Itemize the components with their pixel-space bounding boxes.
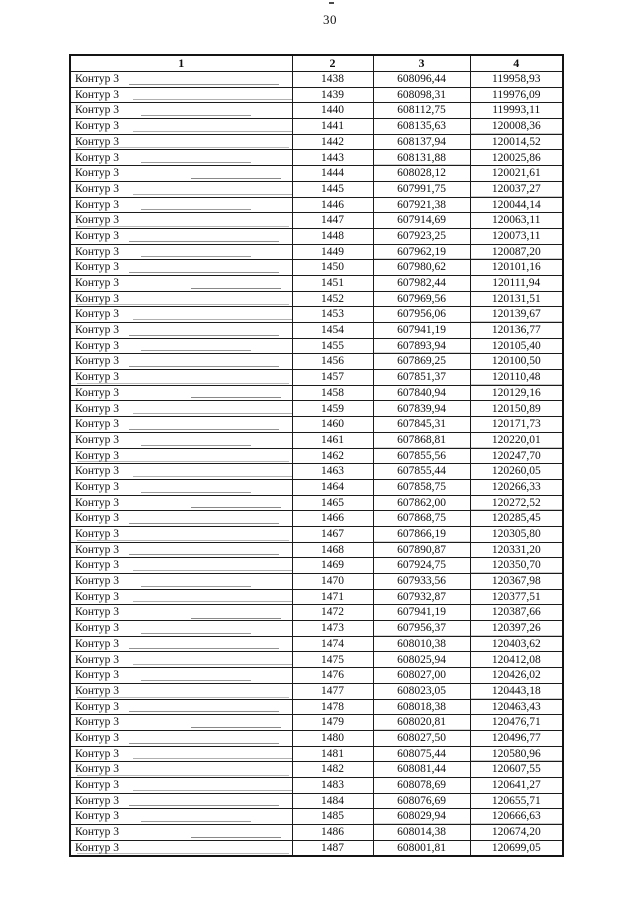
coordinate-y: 120044,14 xyxy=(470,197,563,213)
table-row xyxy=(70,401,563,417)
point-number: 1462 xyxy=(292,448,373,464)
column-header-1: 1 xyxy=(70,55,292,72)
table-row xyxy=(70,307,563,323)
table-row xyxy=(70,181,563,197)
point-number: 1471 xyxy=(292,589,373,605)
table-row xyxy=(70,825,563,841)
table-body xyxy=(70,72,563,857)
table-row xyxy=(70,558,563,574)
contour-label: Контур 3 xyxy=(70,401,292,417)
point-number: 1451 xyxy=(292,275,373,291)
coordinate-x: 608098,31 xyxy=(373,87,470,103)
coordinate-x: 607855,56 xyxy=(373,448,470,464)
coordinate-x: 608029,94 xyxy=(373,809,470,825)
point-number: 1457 xyxy=(292,370,373,386)
table-row xyxy=(70,72,563,88)
coordinate-y: 120100,50 xyxy=(470,354,563,370)
coordinate-y: 120641,27 xyxy=(470,777,563,793)
point-number: 1458 xyxy=(292,385,373,401)
coordinate-x: 607858,75 xyxy=(373,479,470,495)
coordinate-x: 608112,75 xyxy=(373,103,470,119)
table-row xyxy=(70,119,563,135)
contour-label: Контур 3 xyxy=(70,197,292,213)
point-number: 1467 xyxy=(292,526,373,542)
coordinate-x: 608014,38 xyxy=(373,825,470,841)
coordinate-y: 120014,52 xyxy=(470,134,563,150)
coordinate-x: 607921,38 xyxy=(373,197,470,213)
table-row xyxy=(70,589,563,605)
contour-label: Контур 3 xyxy=(70,495,292,511)
contour-label: Контур 3 xyxy=(70,605,292,621)
point-number: 1440 xyxy=(292,103,373,119)
coordinate-x: 608001,81 xyxy=(373,840,470,856)
coordinate-x: 607866,19 xyxy=(373,526,470,542)
table-row xyxy=(70,793,563,809)
table-row xyxy=(70,746,563,762)
coordinate-x: 608131,88 xyxy=(373,150,470,166)
coordinate-y: 120272,52 xyxy=(470,495,563,511)
table-row xyxy=(70,652,563,668)
coordinate-x: 608137,94 xyxy=(373,134,470,150)
contour-label: Контур 3 xyxy=(70,574,292,590)
contour-label: Контур 3 xyxy=(70,448,292,464)
contour-label: Контур 3 xyxy=(70,793,292,809)
coordinate-x: 607890,87 xyxy=(373,542,470,558)
point-number: 1454 xyxy=(292,323,373,339)
point-number: 1450 xyxy=(292,260,373,276)
point-number: 1487 xyxy=(292,840,373,856)
point-number: 1441 xyxy=(292,119,373,135)
coordinate-y: 120220,01 xyxy=(470,432,563,448)
contour-label: Контур 3 xyxy=(70,683,292,699)
point-number: 1453 xyxy=(292,307,373,323)
coordinate-x: 608075,44 xyxy=(373,746,470,762)
table-row xyxy=(70,809,563,825)
contour-label: Контур 3 xyxy=(70,464,292,480)
coordinate-x: 607868,75 xyxy=(373,511,470,527)
contour-label: Контур 3 xyxy=(70,323,292,339)
contour-label: Контур 3 xyxy=(70,385,292,401)
contour-label: Контур 3 xyxy=(70,291,292,307)
contour-label: Контур 3 xyxy=(70,338,292,354)
table-row xyxy=(70,417,563,433)
coordinate-x: 608135,63 xyxy=(373,119,470,135)
contour-label: Контур 3 xyxy=(70,825,292,841)
coordinate-x: 607956,37 xyxy=(373,621,470,637)
coordinate-y: 120025,86 xyxy=(470,150,563,166)
table-row xyxy=(70,103,563,119)
coordinate-y: 120110,48 xyxy=(470,370,563,386)
point-number: 1480 xyxy=(292,730,373,746)
coordinate-y: 120087,20 xyxy=(470,244,563,260)
coordinate-x: 607855,44 xyxy=(373,464,470,480)
coordinate-y: 120150,89 xyxy=(470,401,563,417)
coordinate-x: 608025,94 xyxy=(373,652,470,668)
point-number: 1461 xyxy=(292,432,373,448)
coordinate-x: 607991,75 xyxy=(373,181,470,197)
contour-label: Контур 3 xyxy=(70,699,292,715)
table-header-row xyxy=(70,55,563,72)
page-number: 30 xyxy=(323,12,337,27)
coordinate-x: 607839,94 xyxy=(373,401,470,417)
point-number: 1459 xyxy=(292,401,373,417)
contour-label: Контур 3 xyxy=(70,103,292,119)
coordinate-y: 120171,73 xyxy=(470,417,563,433)
coordinate-x: 608028,12 xyxy=(373,166,470,182)
coordinate-x: 607923,25 xyxy=(373,228,470,244)
coordinate-y: 120403,62 xyxy=(470,636,563,652)
coordinate-y: 120305,80 xyxy=(470,526,563,542)
point-number: 1481 xyxy=(292,746,373,762)
point-number: 1472 xyxy=(292,605,373,621)
coordinate-y: 120350,70 xyxy=(470,558,563,574)
contour-label: Контур 3 xyxy=(70,307,292,323)
scan-artifact-dash xyxy=(329,2,334,4)
table-row xyxy=(70,448,563,464)
table-row xyxy=(70,574,563,590)
contour-label: Контур 3 xyxy=(70,275,292,291)
contour-label: Контур 3 xyxy=(70,244,292,260)
table-row xyxy=(70,621,563,637)
point-number: 1475 xyxy=(292,652,373,668)
table-row xyxy=(70,479,563,495)
coordinate-x: 607869,25 xyxy=(373,354,470,370)
table-row xyxy=(70,134,563,150)
point-number: 1456 xyxy=(292,354,373,370)
table-row xyxy=(70,275,563,291)
coordinate-x: 608076,69 xyxy=(373,793,470,809)
coordinate-x: 608020,81 xyxy=(373,715,470,731)
coordinate-x: 607862,00 xyxy=(373,495,470,511)
point-number: 1446 xyxy=(292,197,373,213)
coordinate-x: 607851,37 xyxy=(373,370,470,386)
coordinate-x: 608018,38 xyxy=(373,699,470,715)
point-number: 1463 xyxy=(292,464,373,480)
coordinate-x: 607845,31 xyxy=(373,417,470,433)
coordinate-x: 607840,94 xyxy=(373,385,470,401)
coordinate-x: 607868,81 xyxy=(373,432,470,448)
coordinate-y: 120443,18 xyxy=(470,683,563,699)
coordinate-x: 607982,44 xyxy=(373,275,470,291)
coordinate-y: 120463,43 xyxy=(470,699,563,715)
contour-label: Контур 3 xyxy=(70,150,292,166)
point-number: 1473 xyxy=(292,621,373,637)
table-row xyxy=(70,432,563,448)
point-number: 1455 xyxy=(292,338,373,354)
coordinate-y: 120101,16 xyxy=(470,260,563,276)
coordinate-x: 607932,87 xyxy=(373,589,470,605)
coordinate-x: 608010,38 xyxy=(373,636,470,652)
coordinate-y: 120008,36 xyxy=(470,119,563,135)
point-number: 1482 xyxy=(292,762,373,778)
contour-label: Контур 3 xyxy=(70,72,292,88)
contour-label: Контур 3 xyxy=(70,166,292,182)
contour-label: Контур 3 xyxy=(70,354,292,370)
coordinate-y: 119976,09 xyxy=(470,87,563,103)
table-row xyxy=(70,166,563,182)
table-header xyxy=(70,55,563,72)
table-row xyxy=(70,605,563,621)
table-row xyxy=(70,511,563,527)
coordinate-x: 608023,05 xyxy=(373,683,470,699)
point-number: 1452 xyxy=(292,291,373,307)
coordinate-y: 120073,11 xyxy=(470,228,563,244)
coordinate-y: 120139,67 xyxy=(470,307,563,323)
coordinate-y: 119958,93 xyxy=(470,72,563,88)
coordinate-x: 608096,44 xyxy=(373,72,470,88)
table-row xyxy=(70,338,563,354)
contour-label: Контур 3 xyxy=(70,621,292,637)
point-number: 1447 xyxy=(292,213,373,229)
contour-label: Контур 3 xyxy=(70,134,292,150)
table-row xyxy=(70,150,563,166)
point-number: 1476 xyxy=(292,668,373,684)
point-number: 1485 xyxy=(292,809,373,825)
point-number: 1470 xyxy=(292,574,373,590)
coordinate-y: 119993,11 xyxy=(470,103,563,119)
coordinate-x: 607962,19 xyxy=(373,244,470,260)
table-row xyxy=(70,542,563,558)
point-number: 1486 xyxy=(292,825,373,841)
point-number: 1469 xyxy=(292,558,373,574)
column-header-3: 3 xyxy=(373,55,470,72)
contour-label: Контур 3 xyxy=(70,809,292,825)
contour-label: Контур 3 xyxy=(70,636,292,652)
table-row xyxy=(70,777,563,793)
coordinate-y: 120580,96 xyxy=(470,746,563,762)
contour-label: Контур 3 xyxy=(70,746,292,762)
coordinate-y: 120397,26 xyxy=(470,621,563,637)
coordinate-y: 120426,02 xyxy=(470,668,563,684)
point-number: 1449 xyxy=(292,244,373,260)
table-row xyxy=(70,87,563,103)
coordinate-y: 120037,27 xyxy=(470,181,563,197)
coordinate-y: 120111,94 xyxy=(470,275,563,291)
coordinate-y: 120496,77 xyxy=(470,730,563,746)
point-number: 1460 xyxy=(292,417,373,433)
point-number: 1442 xyxy=(292,134,373,150)
contour-label: Контур 3 xyxy=(70,668,292,684)
table-row xyxy=(70,370,563,386)
point-number: 1477 xyxy=(292,683,373,699)
coordinate-x: 607941,19 xyxy=(373,323,470,339)
table-row xyxy=(70,699,563,715)
coordinate-y: 120063,11 xyxy=(470,213,563,229)
contour-label: Контур 3 xyxy=(70,260,292,276)
contour-label: Контур 3 xyxy=(70,87,292,103)
contour-label: Контур 3 xyxy=(70,181,292,197)
table-row xyxy=(70,464,563,480)
coordinate-x: 607914,69 xyxy=(373,213,470,229)
point-number: 1464 xyxy=(292,479,373,495)
coordinate-x: 607924,75 xyxy=(373,558,470,574)
coordinate-y: 120136,77 xyxy=(470,323,563,339)
coordinate-y: 120377,51 xyxy=(470,589,563,605)
contour-label: Контур 3 xyxy=(70,432,292,448)
coordinate-x: 607956,06 xyxy=(373,307,470,323)
contour-label: Контур 3 xyxy=(70,417,292,433)
contour-label: Контур 3 xyxy=(70,213,292,229)
point-number: 1465 xyxy=(292,495,373,511)
contour-label: Контур 3 xyxy=(70,777,292,793)
coordinate-y: 120131,51 xyxy=(470,291,563,307)
table-row xyxy=(70,715,563,731)
point-number: 1438 xyxy=(292,72,373,88)
coordinate-x: 607933,56 xyxy=(373,574,470,590)
table-row xyxy=(70,291,563,307)
column-header-2: 2 xyxy=(292,55,373,72)
coordinate-y: 120655,71 xyxy=(470,793,563,809)
coordinate-y: 120674,20 xyxy=(470,825,563,841)
point-number: 1444 xyxy=(292,166,373,182)
point-number: 1443 xyxy=(292,150,373,166)
coordinate-x: 607980,62 xyxy=(373,260,470,276)
point-number: 1445 xyxy=(292,181,373,197)
point-number: 1478 xyxy=(292,699,373,715)
table-row xyxy=(70,323,563,339)
table-row xyxy=(70,228,563,244)
point-number: 1483 xyxy=(292,777,373,793)
table-row xyxy=(70,636,563,652)
table-row xyxy=(70,730,563,746)
coordinate-x: 608027,00 xyxy=(373,668,470,684)
coordinate-y: 120331,20 xyxy=(470,542,563,558)
coordinate-x: 608081,44 xyxy=(373,762,470,778)
table-row xyxy=(70,526,563,542)
table-row xyxy=(70,244,563,260)
contour-label: Контур 3 xyxy=(70,479,292,495)
contour-label: Контур 3 xyxy=(70,228,292,244)
table-row xyxy=(70,354,563,370)
coordinate-y: 120412,08 xyxy=(470,652,563,668)
point-number: 1466 xyxy=(292,511,373,527)
table-row xyxy=(70,213,563,229)
table-row xyxy=(70,197,563,213)
contour-label: Контур 3 xyxy=(70,762,292,778)
contour-label: Контур 3 xyxy=(70,652,292,668)
contour-label: Контур 3 xyxy=(70,589,292,605)
coordinate-y: 120607,55 xyxy=(470,762,563,778)
contour-label: Контур 3 xyxy=(70,542,292,558)
coordinate-x: 607969,56 xyxy=(373,291,470,307)
coordinate-y: 120260,05 xyxy=(470,464,563,480)
table-row xyxy=(70,385,563,401)
point-number: 1474 xyxy=(292,636,373,652)
coordinate-x: 607893,94 xyxy=(373,338,470,354)
contour-label: Контур 3 xyxy=(70,715,292,731)
coordinate-y: 120285,45 xyxy=(470,511,563,527)
coordinate-y: 120021,61 xyxy=(470,166,563,182)
table-row xyxy=(70,840,563,856)
column-header-4: 4 xyxy=(470,55,563,72)
coordinate-y: 120699,05 xyxy=(470,840,563,856)
point-number: 1468 xyxy=(292,542,373,558)
table-row xyxy=(70,762,563,778)
point-number: 1479 xyxy=(292,715,373,731)
contour-label: Контур 3 xyxy=(70,511,292,527)
contour-label: Контур 3 xyxy=(70,119,292,135)
coordinate-y: 120666,63 xyxy=(470,809,563,825)
table-row xyxy=(70,260,563,276)
contour-label: Контур 3 xyxy=(70,558,292,574)
point-number: 1439 xyxy=(292,87,373,103)
contour-label: Контур 3 xyxy=(70,730,292,746)
coordinates-table xyxy=(69,54,564,857)
table-row xyxy=(70,683,563,699)
coordinate-x: 607941,19 xyxy=(373,605,470,621)
coordinate-y: 120387,66 xyxy=(470,605,563,621)
coordinate-y: 120247,70 xyxy=(470,448,563,464)
coordinate-y: 120105,40 xyxy=(470,338,563,354)
point-number: 1448 xyxy=(292,228,373,244)
coordinate-x: 608027,50 xyxy=(373,730,470,746)
coordinate-y: 120266,33 xyxy=(470,479,563,495)
coordinate-y: 120476,71 xyxy=(470,715,563,731)
table-row xyxy=(70,495,563,511)
contour-label: Контур 3 xyxy=(70,840,292,856)
coordinate-y: 120367,98 xyxy=(470,574,563,590)
table-row xyxy=(70,668,563,684)
contour-label: Контур 3 xyxy=(70,370,292,386)
point-number: 1484 xyxy=(292,793,373,809)
contour-label: Контур 3 xyxy=(70,526,292,542)
coordinate-y: 120129,16 xyxy=(470,385,563,401)
coordinate-x: 608078,69 xyxy=(373,777,470,793)
